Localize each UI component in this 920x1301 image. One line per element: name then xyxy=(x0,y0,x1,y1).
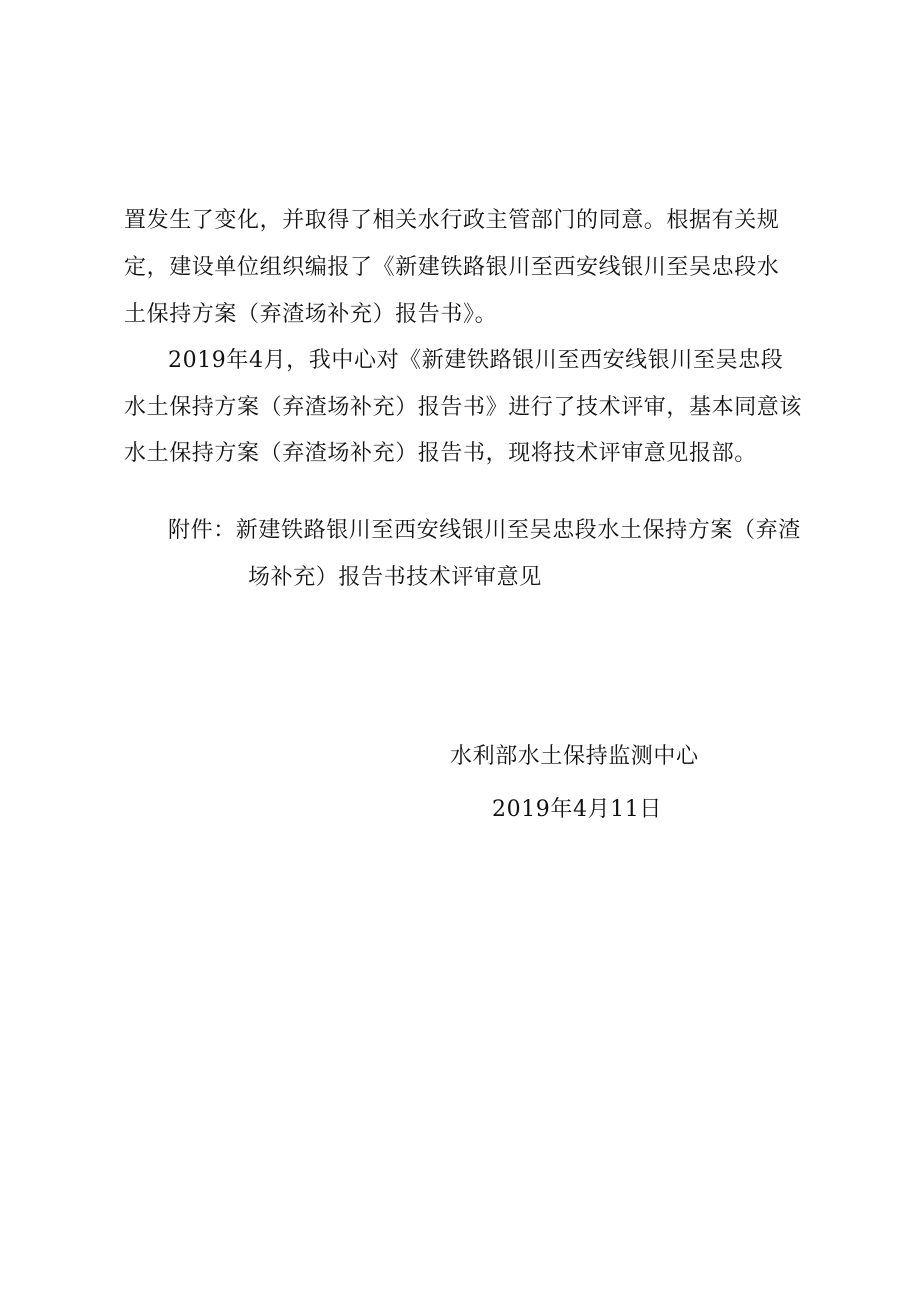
paragraph-line: 土保持方案（弃渣场补充）报告书》。 xyxy=(124,302,498,327)
signature-date: 2019年4月11日 xyxy=(492,797,662,822)
signature-organization: 水利部水土保持监测中心 xyxy=(450,744,699,769)
paragraph-line: 水土保持方案（弃渣场补充）报告书，现将技术评审意见报部。 xyxy=(124,441,757,466)
paragraph-line: 2019年4月，我中心对《新建铁路银川至西安线银川至吴忠段 xyxy=(168,348,784,373)
paragraph-line: 水土保持方案（弃渣场补充）报告书》进行了技术评审，基本同意该 xyxy=(124,395,803,420)
attachment-line: 场补充）报告书技术评审意见 xyxy=(248,565,542,590)
paragraph-line: 定，建设单位组织编报了《新建铁路银川至西安线银川至吴忠段水 xyxy=(124,255,780,280)
paragraph-line: 置发生了变化，并取得了相关水行政主管部门的同意。根据有关规 xyxy=(124,208,780,233)
attachment-line: 附件：新建铁路银川至西安线银川至吴忠段水土保持方案（弃渣 xyxy=(168,518,801,543)
